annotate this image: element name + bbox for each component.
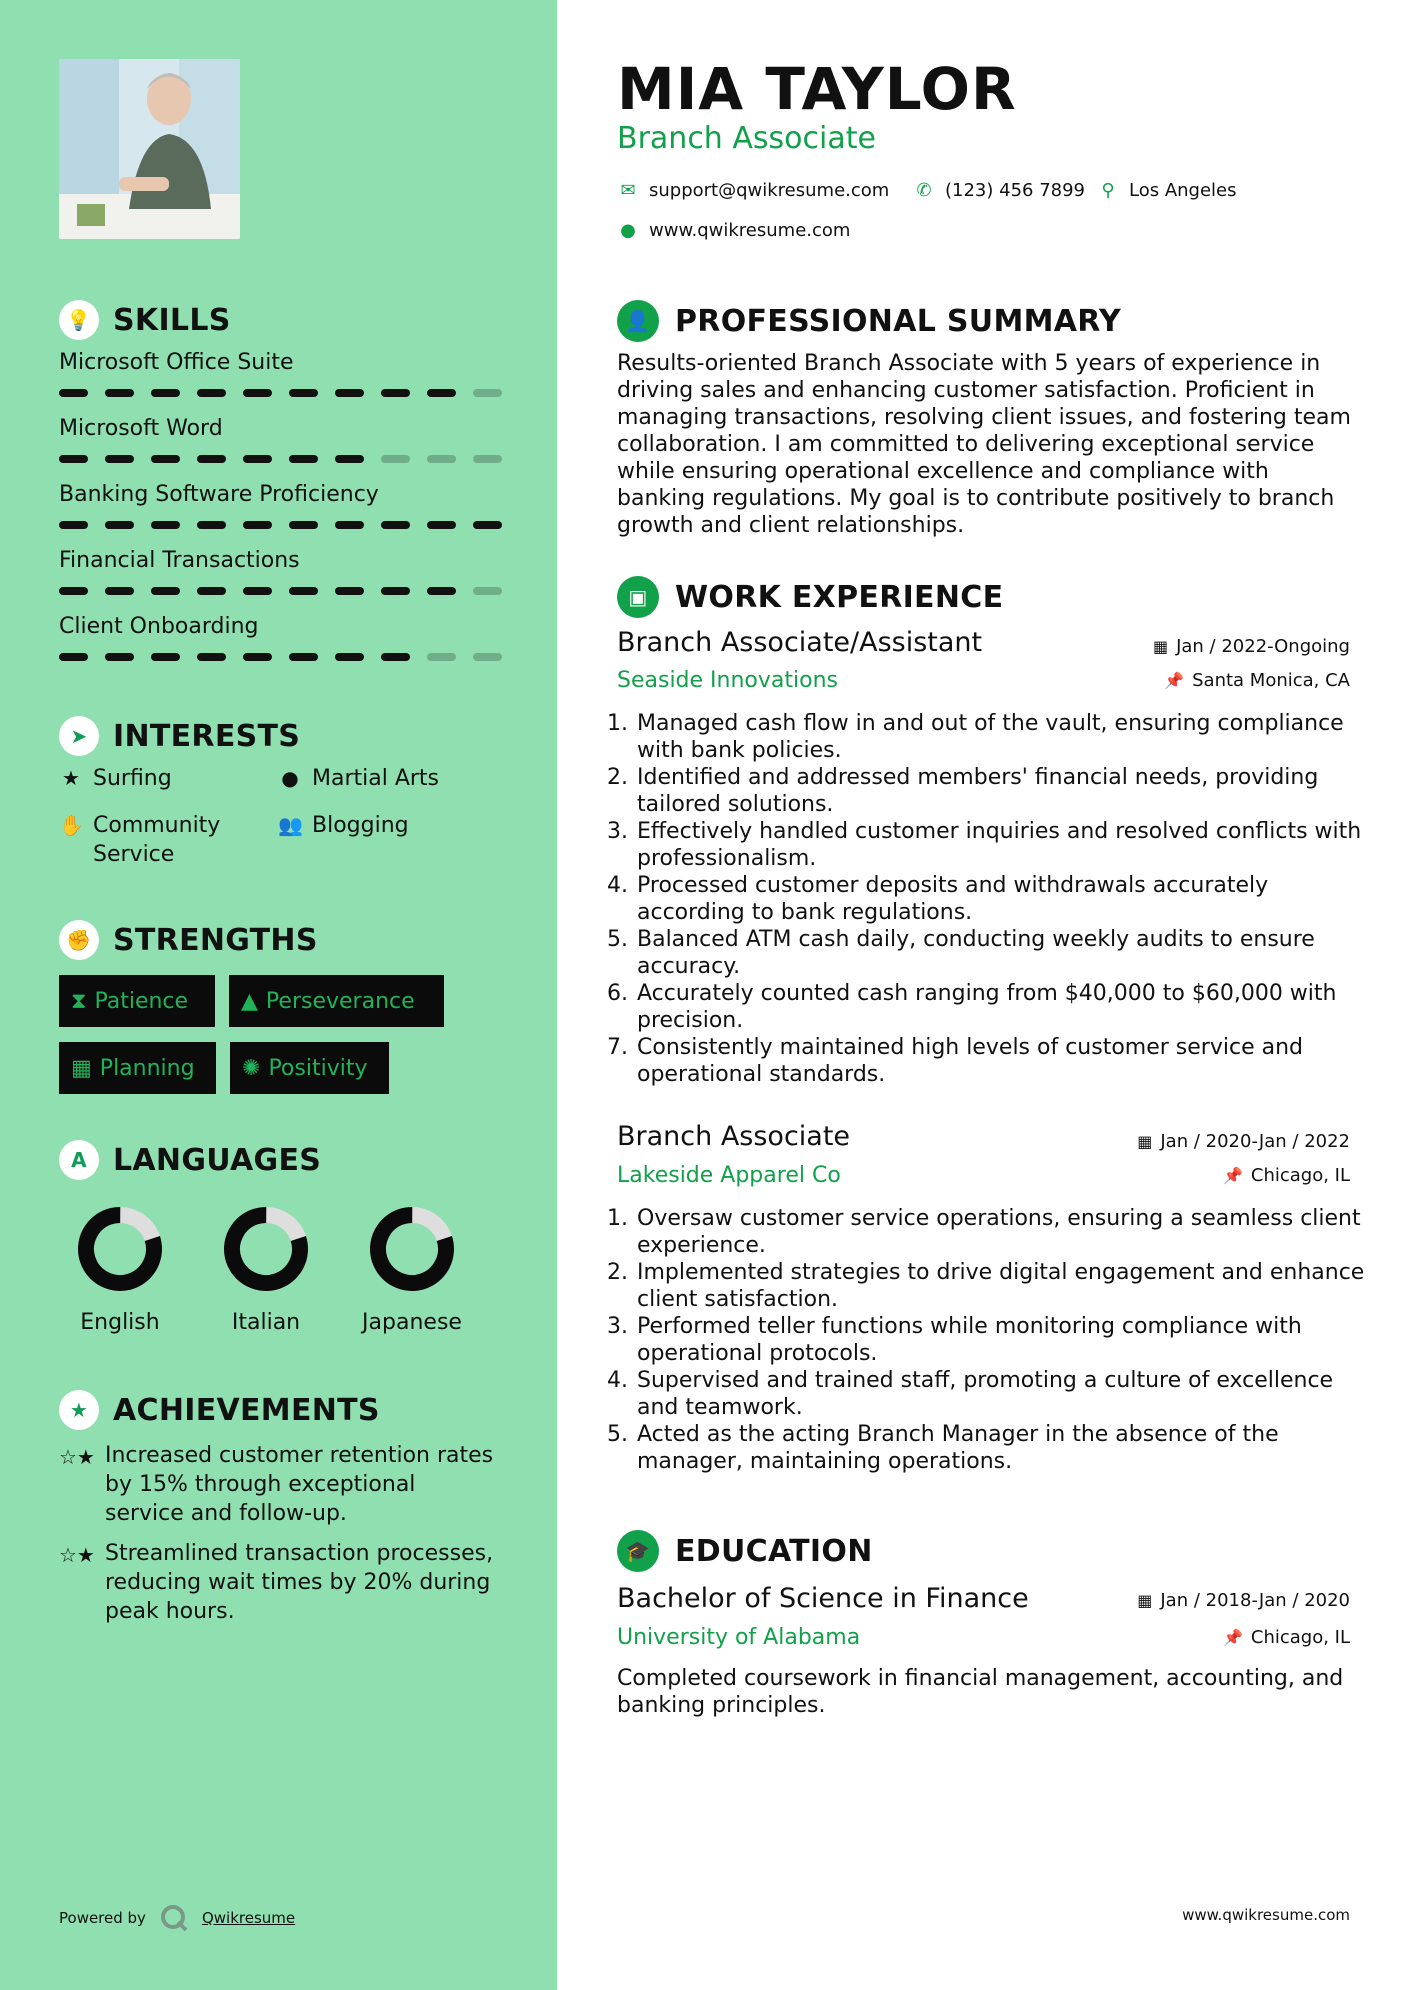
duty-item: 1. Oversaw customer service operations, ensuring a seamless client experience. — [635, 1205, 1380, 1259]
road-icon: ▲ — [241, 988, 258, 1014]
skill-level-dot — [289, 587, 318, 595]
skill-level-bar — [59, 653, 502, 661]
skill-level-dot — [381, 521, 410, 529]
language-name: Japanese — [362, 1310, 462, 1335]
duty-item: 3. Performed teller functions while monitoring compliance with operational protocols. — [635, 1313, 1380, 1367]
user-icon: 👤 — [617, 300, 659, 342]
skill-level-dot — [151, 521, 180, 529]
main-content — [557, 0, 1407, 1990]
job-company: Lakeside Apparel Co — [617, 1163, 841, 1188]
skill-level-dot — [197, 389, 226, 397]
briefcase-icon: ▣ — [617, 576, 659, 618]
job-duties — [617, 1205, 1380, 1475]
skill-level-dot — [335, 455, 364, 463]
skill-level-dot — [59, 587, 88, 595]
skill-level-dot — [289, 455, 318, 463]
interest-item: ● Martial Arts — [278, 764, 498, 793]
job-location: 📌 Chicago, IL — [1222, 1165, 1350, 1186]
skill-level-dot — [151, 455, 180, 463]
interests-heading: ➤ INTERESTS — [59, 716, 300, 756]
skill-level-dot — [381, 587, 410, 595]
duty-item: 7. Consistently maintained high levels of customer service and operational standards. — [635, 1034, 1380, 1088]
skill-level-dot — [335, 521, 364, 529]
skill-level-bar — [59, 389, 502, 397]
skill-level-dot — [105, 455, 134, 463]
skill-level-dot — [473, 653, 502, 661]
skill-level-dot — [59, 653, 88, 661]
skill-level-dot — [473, 587, 502, 595]
skill-level-dot — [151, 653, 180, 661]
candidate-title: Branch Associate — [617, 121, 876, 156]
skills-heading: 💡 SKILLS — [59, 300, 231, 340]
skill-level-dot — [381, 389, 410, 397]
skill-level-dot — [197, 587, 226, 595]
language-level-ring — [224, 1207, 308, 1295]
qwikresume-link[interactable]: Qwikresume — [201, 1909, 296, 1927]
pin-icon: 📌 — [1222, 1166, 1243, 1185]
duty-item: 1. Managed cash flow in and out of the vault, ensuring compliance with bank policies. — [635, 710, 1380, 764]
envelope-icon: ✉ — [620, 180, 636, 201]
education-description: Completed coursework in financial management, accounting, and banking principles. — [617, 1666, 1344, 1718]
skill-level-dot — [105, 521, 134, 529]
skill-level-dot — [105, 389, 134, 397]
duty-item: 2. Identified and addressed members' financial needs, providing tailored solutions. — [635, 764, 1380, 818]
experience-heading: ▣ WORK EXPERIENCE — [617, 576, 1003, 618]
pin-icon: 📌 — [1222, 1628, 1243, 1647]
skill-label: Microsoft Office Suite — [59, 350, 294, 375]
strength-badge: ▦ Planning — [59, 1042, 216, 1094]
summary-heading: 👤 PROFESSIONAL SUMMARY — [617, 300, 1121, 342]
skill-level-dot — [197, 521, 226, 529]
summary-text: Results-oriented Branch Associate with 5 years of experience in driving sales and enhancing customer satisfaction. Proficient in managing transactions, resolving client issues, and fostering team collaboration. I am committed to delivering exceptional service while ensuring operational excellence and compliance with banking regulations. My goal is to contribute positively to branch growth and client relationships. — [617, 351, 1351, 538]
shooting-star-icon: ☆★ — [59, 1445, 95, 1469]
globe-icon: ● — [620, 220, 636, 241]
footer-url[interactable]: www.qwikresume.com — [1182, 1906, 1350, 1924]
skill-level-dot — [243, 653, 272, 661]
calendar-icon: ▦ — [1137, 1132, 1153, 1151]
skill-level-dot — [105, 653, 134, 661]
duty-item: 6. Accurately counted cash ranging from $40,000 to $60,000 with precision. — [635, 980, 1380, 1034]
skill-level-bar — [59, 455, 502, 463]
skill-level-dot — [427, 389, 456, 397]
hand-icon: ✋ — [59, 813, 84, 837]
education-heading: 🎓 EDUCATION — [617, 1530, 873, 1572]
strength-badge: ▲ Perseverance — [229, 975, 444, 1027]
qwikresume-logo-icon — [160, 1904, 188, 1932]
skill-level-dot — [335, 587, 364, 595]
skill-level-dot — [105, 587, 134, 595]
trophy-icon: ★ — [59, 1390, 99, 1430]
pin-icon: 📌 — [1164, 671, 1185, 690]
skill-level-dot — [381, 653, 410, 661]
skill-label: Banking Software Proficiency — [59, 482, 379, 507]
skill-level-dot — [335, 653, 364, 661]
interest-item: ✋ Community Service — [59, 813, 221, 867]
strengths-heading: ✊ STRENGTHS — [59, 920, 318, 960]
skill-level-dot — [59, 521, 88, 529]
skill-level-dot — [427, 587, 456, 595]
school-name: University of Alabama — [617, 1625, 861, 1650]
phone-icon: ✆ — [916, 180, 932, 201]
paper-plane-icon: ➤ — [59, 716, 99, 756]
interest-item: ★ Surfing — [59, 764, 269, 793]
skill-level-dot — [473, 389, 502, 397]
skill-level-dot — [151, 587, 180, 595]
calendar-icon: ▦ — [1137, 1591, 1153, 1610]
users-icon: 👥 — [278, 813, 303, 837]
skill-level-dot — [197, 455, 226, 463]
profile-photo — [59, 59, 240, 239]
sidebar — [0, 0, 557, 1990]
duty-item: 2. Implemented strategies to drive digital engagement and enhance client satisfaction. — [635, 1259, 1380, 1313]
skill-level-dot — [151, 389, 180, 397]
candidate-name: MIA TAYLOR — [617, 55, 1017, 123]
skill-level-dot — [289, 521, 318, 529]
strength-badge: ⧗ Patience — [59, 975, 215, 1027]
map-pin-icon: ⚲ — [1101, 180, 1115, 201]
duty-item: 3. Effectively handled customer inquiries and resolved conflicts with professionalism. — [635, 818, 1380, 872]
skill-label: Client Onboarding — [59, 614, 259, 639]
skill-level-dot — [243, 521, 272, 529]
calendar-icon: ▦ — [1152, 637, 1169, 656]
skill-level-dot — [335, 389, 364, 397]
skill-level-bar — [59, 521, 502, 529]
skill-level-bar — [59, 587, 502, 595]
powered-by: Powered by Qwikresume — [59, 1904, 295, 1932]
star-icon: ★ — [62, 766, 80, 790]
skill-level-dot — [427, 455, 456, 463]
skill-level-dot — [289, 653, 318, 661]
skill-label: Microsoft Word — [59, 416, 223, 441]
skill-level-dot — [243, 587, 272, 595]
skill-level-dot — [427, 521, 456, 529]
duty-item: 4. Supervised and trained staff, promoting a culture of excellence and teamwork. — [635, 1367, 1380, 1421]
languages-heading: A LANGUAGES — [59, 1140, 321, 1180]
achievement-item: ☆★ Increased customer retention rates by 15% through exceptional service and follow-up. — [59, 1443, 494, 1526]
skill-level-dot — [243, 389, 272, 397]
achievement-item: ☆★ Streamlined transaction processes, reducing wait times by 20% during peak hours. — [59, 1541, 494, 1624]
sun-icon: ✺ — [242, 1055, 261, 1081]
job-location: 📌 Santa Monica, CA — [1164, 670, 1350, 691]
skill-level-dot — [59, 389, 88, 397]
degree-title: Bachelor of Science in Finance — [617, 1583, 1029, 1614]
job-dates: ▦ Jan / 2020-Jan / 2022 — [1137, 1131, 1350, 1152]
job-title: Branch Associate/Assistant — [617, 627, 983, 658]
language-name: English — [80, 1310, 160, 1335]
language-level-ring — [78, 1207, 162, 1295]
skill-level-dot — [381, 455, 410, 463]
contact-phone[interactable]: ✆ (123) 456 7899 — [913, 180, 1085, 201]
education-dates: ▦ Jan / 2018-Jan / 2020 — [1137, 1590, 1350, 1611]
fist-icon: ✊ — [59, 920, 99, 960]
education-location: 📌 Chicago, IL — [1222, 1627, 1350, 1648]
skill-level-dot — [289, 389, 318, 397]
job-title: Branch Associate — [617, 1121, 851, 1152]
duty-item: 5. Balanced ATM cash daily, conducting weekly audits to ensure accuracy. — [635, 926, 1380, 980]
language-level-ring — [370, 1207, 454, 1295]
duty-item: 4. Processed customer deposits and withdrawals accurately according to bank regulations. — [635, 872, 1380, 926]
job-company: Seaside Innovations — [617, 668, 838, 693]
calendar-icon: ▦ — [71, 1055, 92, 1081]
skill-label: Financial Transactions — [59, 548, 300, 573]
language-name: Italian — [231, 1310, 301, 1335]
globe-icon: ● — [281, 766, 299, 790]
duty-item: 5. Acted as the acting Branch Manager in the absence of the manager, maintaining operations. — [635, 1421, 1380, 1475]
skill-level-dot — [473, 521, 502, 529]
language-icon: A — [59, 1140, 99, 1180]
achievements-heading: ★ ACHIEVEMENTS — [59, 1390, 380, 1430]
skill-level-dot — [197, 653, 226, 661]
contact-website[interactable]: ● www.qwikresume.com — [617, 220, 850, 241]
shooting-star-icon: ☆★ — [59, 1543, 95, 1567]
hourglass-icon: ⧗ — [71, 988, 87, 1014]
skill-level-dot — [59, 455, 88, 463]
skill-level-dot — [473, 455, 502, 463]
contact-email[interactable]: ✉ support@qwikresume.com — [617, 180, 889, 201]
skill-level-dot — [243, 455, 272, 463]
strength-badge: ✺ Positivity — [230, 1042, 389, 1094]
lightbulb-icon: 💡 — [59, 300, 99, 340]
skill-level-dot — [427, 653, 456, 661]
graduation-icon: 🎓 — [617, 1530, 659, 1572]
job-dates: ▦ Jan / 2022-Ongoing — [1152, 636, 1350, 657]
contact-location: ⚲ Los Angeles — [1097, 180, 1237, 201]
job-duties — [617, 710, 1380, 1088]
interest-item: 👥 Blogging — [278, 813, 409, 838]
